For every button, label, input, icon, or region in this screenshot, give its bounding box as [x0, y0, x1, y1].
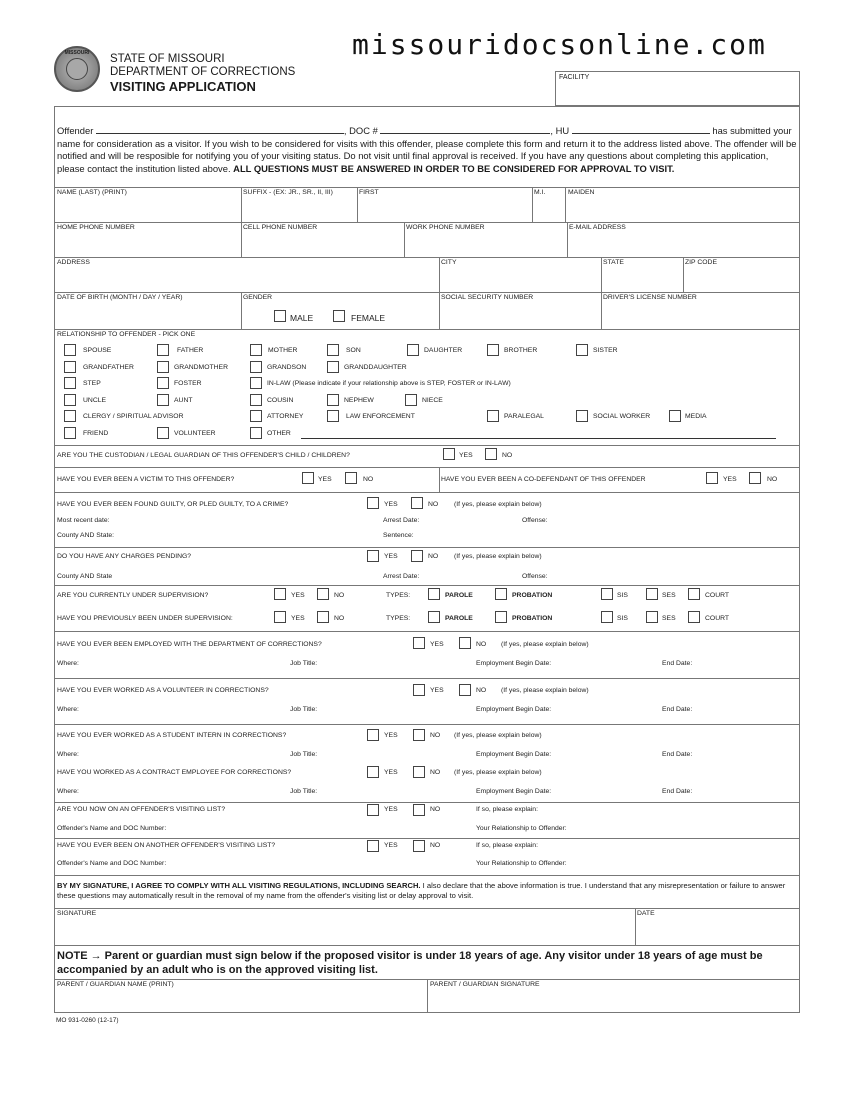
- name-last-label: NAME (LAST) (PRINT): [57, 189, 127, 196]
- contract-yes-label: YES: [384, 769, 398, 776]
- brother-label: BROTHER: [504, 347, 538, 354]
- guilty-explain: (If yes, please explain below): [454, 501, 542, 508]
- guilty-question: HAVE YOU EVER BEEN FOUND GUILTY, OR PLED GUILTY, TO A CRIME?: [57, 501, 289, 508]
- under-sup-court-checkbox[interactable]: [688, 588, 700, 600]
- foster-label: FOSTER: [174, 380, 202, 387]
- date-label: DATE: [637, 910, 655, 917]
- pending-offense-label: Offense:: [522, 573, 548, 580]
- inlaw-label: IN-LAW (Please indicate if your relationship above is STEP, FOSTER or IN-LAW): [267, 380, 511, 387]
- grandmother-label: GRANDMOTHER: [174, 364, 228, 371]
- prev-sup-yes-checkbox[interactable]: [274, 611, 286, 623]
- home-phone-label: HOME PHONE NUMBER: [57, 224, 135, 231]
- granddaughter-checkbox[interactable]: [327, 361, 339, 373]
- another-list-yes-checkbox[interactable]: [367, 840, 379, 852]
- sister-checkbox[interactable]: [576, 344, 588, 356]
- codefendant-no-label: NO: [767, 476, 778, 483]
- intro-hu-label: , HU: [550, 125, 570, 136]
- grandmother-checkbox[interactable]: [157, 361, 169, 373]
- female-label: FEMALE: [351, 313, 386, 323]
- pending-no-label: NO: [428, 553, 439, 560]
- volunteer-yes-checkbox[interactable]: [413, 684, 425, 696]
- media-label: MEDIA: [685, 413, 707, 420]
- employed-question: HAVE YOU EVER BEEN EMPLOYED WITH THE DEPARTMENT OF CORRECTIONS?: [57, 641, 322, 648]
- spouse-label: SPOUSE: [83, 347, 112, 354]
- paralegal-label: PARALEGAL: [504, 413, 544, 420]
- mother-checkbox[interactable]: [250, 344, 262, 356]
- codefendant-no-checkbox[interactable]: [749, 472, 761, 484]
- hu-blank[interactable]: [572, 125, 710, 134]
- under-sup-parole-label: PAROLE: [445, 592, 473, 599]
- guilty-no-checkbox[interactable]: [411, 497, 423, 509]
- clergy-label: CLERGY / SPIRITUAL ADVISOR: [83, 413, 184, 420]
- other-label: OTHER: [267, 430, 291, 437]
- gender-label: GENDER: [243, 294, 273, 301]
- under-sup-court-label: COURT: [705, 592, 730, 599]
- grandfather-label: GRANDFATHER: [83, 364, 134, 371]
- custodian-question: ARE YOU THE CUSTODIAN / LEGAL GUARDIAN OF THIS OFFENDER'S CHILD / CHILDREN?: [57, 452, 350, 459]
- prev-sup-probation-label: PROBATION: [512, 615, 553, 622]
- father-checkbox[interactable]: [157, 344, 169, 356]
- signature-field[interactable]: [55, 908, 635, 945]
- victim-no-checkbox[interactable]: [345, 472, 357, 484]
- seal-text: MISSOURI: [64, 50, 90, 56]
- prev-sup-ses-checkbox[interactable]: [646, 611, 658, 623]
- nephew-label: NEPHEW: [344, 397, 374, 404]
- male-label: MALE: [290, 313, 314, 323]
- volunteer-job-title: Job Title:: [290, 706, 318, 713]
- state-label: STATE: [603, 259, 624, 266]
- employed-yes-label: YES: [430, 641, 444, 648]
- address-label: ADDRESS: [57, 259, 90, 266]
- prev-sup-ses-label: SES: [662, 615, 676, 622]
- declaration-bold: BY MY SIGNATURE, I AGREE TO COMPLY WITH ALL VISITING REGULATIONS, INCLUDING SEARCH.: [57, 881, 421, 890]
- intro-offender-label: Offender: [57, 125, 94, 136]
- visiting-list-if-so: If so, please explain:: [476, 806, 538, 813]
- guilty-yes-label: YES: [384, 501, 398, 508]
- contract-no-checkbox[interactable]: [413, 766, 425, 778]
- another-list-if-so: If so, please explain:: [476, 842, 538, 849]
- custodian-no-label: NO: [502, 452, 513, 459]
- employed-begin: Employment Begin Date:: [476, 660, 552, 667]
- employed-where: Where:: [57, 660, 79, 667]
- pending-arrest-label: Arrest Date:: [383, 573, 420, 580]
- aunt-checkbox[interactable]: [157, 394, 169, 406]
- law-enforcement-label: LAW ENFORCEMENT: [346, 413, 415, 420]
- uncle-checkbox[interactable]: [64, 394, 76, 406]
- son-label: SON: [346, 347, 361, 354]
- facility-field[interactable]: [555, 71, 800, 106]
- intern-no-label: NO: [430, 732, 441, 739]
- volunteer-explain: (If yes, please explain below): [501, 687, 589, 694]
- codefendant-yes-checkbox[interactable]: [706, 472, 718, 484]
- pending-yes-checkbox[interactable]: [367, 550, 379, 562]
- mi-label: M.I.: [534, 189, 546, 196]
- parent-name-field[interactable]: [55, 979, 427, 1013]
- relationship-label: RELATIONSHIP TO OFFENDER - PICK ONE: [57, 331, 196, 338]
- volunteer-yes-label: YES: [430, 687, 444, 694]
- site-watermark: missouridocsonline.com: [352, 28, 767, 61]
- daughter-label: DAUGHTER: [424, 347, 463, 354]
- sister-label: SISTER: [593, 347, 618, 354]
- granddaughter-label: GRANDDAUGHTER: [344, 364, 407, 371]
- prev-sup-probation-checkbox[interactable]: [495, 611, 507, 623]
- under-sup-parole-checkbox[interactable]: [428, 588, 440, 600]
- visiting-list-yes-checkbox[interactable]: [367, 804, 379, 816]
- another-list-no-checkbox[interactable]: [413, 840, 425, 852]
- clergy-checkbox[interactable]: [64, 410, 76, 422]
- under-sup-yes-checkbox[interactable]: [274, 588, 286, 600]
- custodian-no-checkbox[interactable]: [485, 448, 497, 460]
- pending-explain: (If yes, please explain below): [454, 553, 542, 560]
- under-sup-ses-label: SES: [662, 592, 676, 599]
- parent-signature-field[interactable]: [428, 979, 799, 1013]
- seal-inner: [66, 58, 88, 80]
- niece-checkbox[interactable]: [405, 394, 417, 406]
- female-checkbox[interactable]: [333, 310, 345, 322]
- intern-job-title: Job Title:: [290, 751, 318, 758]
- grandson-label: GRANDSON: [267, 364, 307, 371]
- mother-label: MOTHER: [268, 347, 298, 354]
- other-checkbox[interactable]: [250, 427, 262, 439]
- doc-number-blank[interactable]: [380, 125, 550, 134]
- visiting-list-offender-name: Offender's Name and DOC Number:: [57, 825, 167, 832]
- volunteer-question: HAVE YOU EVER WORKED AS A VOLUNTEER IN CORRECTIONS?: [57, 687, 269, 694]
- daughter-checkbox[interactable]: [407, 344, 419, 356]
- zip-label: ZIP CODE: [685, 259, 717, 266]
- aunt-label: AUNT: [174, 397, 193, 404]
- male-checkbox[interactable]: [274, 310, 286, 322]
- prev-sup-court-label: COURT: [705, 615, 730, 622]
- friend-checkbox[interactable]: [64, 427, 76, 439]
- attorney-label: ATTORNEY: [267, 413, 304, 420]
- form-number: MO 931-0260 (12-17): [56, 1017, 119, 1024]
- prev-sup-yes-label: YES: [291, 615, 305, 622]
- another-list-relationship: Your Relationship to Offender:: [476, 860, 567, 867]
- suffix-label: SUFFIX - (EX: JR., SR., II, III): [243, 189, 333, 196]
- spouse-checkbox[interactable]: [64, 344, 76, 356]
- grandson-checkbox[interactable]: [250, 361, 262, 373]
- intro-doc-label: , DOC #: [343, 125, 378, 136]
- victim-no-label: NO: [363, 476, 374, 483]
- contract-no-label: NO: [430, 769, 441, 776]
- inlaw-checkbox[interactable]: [250, 377, 262, 389]
- other-blank[interactable]: [301, 438, 776, 439]
- application-form: [54, 106, 800, 1013]
- victim-question: HAVE YOU EVER BEEN A VICTIM TO THIS OFFENDER?: [57, 476, 235, 483]
- first-name-label: FIRST: [359, 189, 379, 196]
- offense-label: Offense:: [522, 517, 548, 524]
- parent-name-label: PARENT / GUARDIAN NAME (PRINT): [57, 981, 174, 988]
- visiting-list-relationship: Your Relationship to Offender:: [476, 825, 567, 832]
- intern-no-checkbox[interactable]: [413, 729, 425, 741]
- header-department: DEPARTMENT OF CORRECTIONS: [110, 66, 296, 78]
- prev-supervision-question: HAVE YOU PREVIOUSLY BEEN UNDER SUPERVISION:: [57, 615, 233, 622]
- declaration-rest: I also declare that the above information is true. I understand that any misrepresentation or failure to answer these questions may automatically result in the removal of my name from the offender's visiting list or delay approval to visit.: [57, 881, 786, 900]
- victim-yes-label: YES: [318, 476, 332, 483]
- under-sup-no-label: NO: [334, 592, 345, 599]
- under-sup-probation-checkbox[interactable]: [495, 588, 507, 600]
- intro-bold-text: ALL QUESTIONS MUST BE ANSWERED IN ORDER TO BE CONSIDERED FOR APPROVAL TO VISIT.: [233, 162, 675, 174]
- contract-end: End Date:: [662, 788, 693, 795]
- parent-note: NOTE → Parent or guardian must sign below if the proposed visitor is under 18 years of age. Any visitor under 18 years of age must be accompanied by an adult who is on the approved visiting list.: [57, 950, 763, 976]
- signature-declaration: [57, 881, 795, 901]
- employed-no-checkbox[interactable]: [459, 637, 471, 649]
- cousin-checkbox[interactable]: [250, 394, 262, 406]
- state-seal-icon: [54, 46, 100, 92]
- intro-body-text: your name for consideration as a visitor. If you wish to be considered for visits with this offender, please complete this form and return it to the address listed above. The offender will be notified and will be resposible for notifying you of your visiting status. Do not visit until final approval is received. If you have any questions about completing this application, please contact the institution listed above.: [57, 125, 797, 174]
- under-sup-no-checkbox[interactable]: [317, 588, 329, 600]
- volunteer-no-label: NO: [476, 687, 487, 694]
- social-worker-checkbox[interactable]: [576, 410, 588, 422]
- prev-sup-parole-checkbox[interactable]: [428, 611, 440, 623]
- social-worker-label: SOCIAL WORKER: [593, 413, 651, 420]
- facility-label: FACILITY: [559, 74, 590, 81]
- parent-signature-label: PARENT / GUARDIAN SIGNATURE: [430, 981, 540, 988]
- visiting-list-yes-label: YES: [384, 806, 398, 813]
- email-label: E-MAIL ADDRESS: [569, 224, 626, 231]
- under-sup-probation-label: PROBATION: [512, 592, 553, 599]
- foster-checkbox[interactable]: [157, 377, 169, 389]
- page-title: VISITING APPLICATION: [110, 79, 256, 94]
- employed-no-label: NO: [476, 641, 487, 648]
- codefendant-question: HAVE YOU EVER BEEN A CO-DEFENDANT OF THIS OFFENDER: [441, 476, 646, 483]
- step-checkbox[interactable]: [64, 377, 76, 389]
- city-label: CITY: [441, 259, 457, 266]
- intern-question: HAVE YOU EVER WORKED AS A STUDENT INTERN IN CORRECTIONS?: [57, 732, 287, 739]
- dob-label: DATE OF BIRTH (MONTH / DAY / YEAR): [57, 294, 183, 301]
- uncle-label: UNCLE: [83, 397, 107, 404]
- visiting-list-no-label: NO: [430, 806, 441, 813]
- intern-where: Where:: [57, 751, 79, 758]
- law-enforcement-checkbox[interactable]: [327, 410, 339, 422]
- offender-name-blank[interactable]: [96, 125, 344, 134]
- another-list-offender-name: Offender's Name and DOC Number:: [57, 860, 167, 867]
- intro-paragraph: [57, 125, 797, 175]
- visiting-list-question: ARE YOU NOW ON AN OFFENDER'S VISITING LIST?: [57, 806, 226, 813]
- arrest-date-label: Arrest Date:: [383, 517, 420, 524]
- signature-label: SIGNATURE: [57, 910, 97, 917]
- attorney-checkbox[interactable]: [250, 410, 262, 422]
- cell-phone-label: CELL PHONE NUMBER: [243, 224, 318, 231]
- pending-question: DO YOU HAVE ANY CHARGES PENDING?: [57, 553, 192, 560]
- prev-sup-sis-checkbox[interactable]: [601, 611, 613, 623]
- prev-sup-no-checkbox[interactable]: [317, 611, 329, 623]
- contract-begin: Employment Begin Date:: [476, 788, 552, 795]
- intro-submitted-text: has submitted: [712, 125, 771, 136]
- drivers-license-label: DRIVER'S LICENSE NUMBER: [603, 294, 697, 301]
- most-recent-label: Most recent date:: [57, 517, 110, 524]
- volunteer-checkbox[interactable]: [157, 427, 169, 439]
- date-field[interactable]: [636, 908, 799, 945]
- prev-sup-no-label: NO: [334, 615, 345, 622]
- media-checkbox[interactable]: [669, 410, 681, 422]
- county-state-label: County AND State:: [57, 532, 115, 539]
- header-state: STATE OF MISSOURI: [110, 53, 225, 65]
- cousin-label: COUSIN: [267, 397, 294, 404]
- prev-sup-court-checkbox[interactable]: [688, 611, 700, 623]
- volunteer-label: VOLUNTEER: [174, 430, 216, 437]
- another-list-question: HAVE YOU EVER BEEN ON ANOTHER OFFENDER'S VISITING LIST?: [57, 842, 276, 849]
- employed-yes-checkbox[interactable]: [413, 637, 425, 649]
- pending-county-label: County AND State: [57, 573, 113, 580]
- prev-sup-types: TYPES:: [386, 615, 411, 622]
- intern-explain: (If yes, please explain below): [454, 732, 542, 739]
- nephew-checkbox[interactable]: [327, 394, 339, 406]
- grandfather-checkbox[interactable]: [64, 361, 76, 373]
- under-sup-yes-label: YES: [291, 592, 305, 599]
- contract-where: Where:: [57, 788, 79, 795]
- maiden-label: MAIDEN: [568, 189, 595, 196]
- visiting-list-no-checkbox[interactable]: [413, 804, 425, 816]
- another-list-yes-label: YES: [384, 842, 398, 849]
- son-checkbox[interactable]: [327, 344, 339, 356]
- under-sup-sis-checkbox[interactable]: [601, 588, 613, 600]
- intern-end: End Date:: [662, 751, 693, 758]
- employed-end: End Date:: [662, 660, 693, 667]
- under-sup-types: TYPES:: [386, 592, 411, 599]
- under-sup-sis-label: SIS: [617, 592, 628, 599]
- victim-yes-checkbox[interactable]: [302, 472, 314, 484]
- paralegal-checkbox[interactable]: [487, 410, 499, 422]
- another-list-no-label: NO: [430, 842, 441, 849]
- pending-yes-label: YES: [384, 553, 398, 560]
- step-label: STEP: [83, 380, 101, 387]
- intern-begin: Employment Begin Date:: [476, 751, 552, 758]
- father-label: FATHER: [177, 347, 204, 354]
- custodian-yes-checkbox[interactable]: [443, 448, 455, 460]
- prev-sup-parole-label: PAROLE: [445, 615, 473, 622]
- pending-no-checkbox[interactable]: [411, 550, 423, 562]
- guilty-no-label: NO: [428, 501, 439, 508]
- under-sup-ses-checkbox[interactable]: [646, 588, 658, 600]
- employed-explain: (If yes, please explain below): [501, 641, 589, 648]
- contract-question: HAVE YOU WORKED AS A CONTRACT EMPLOYEE FOR CORRECTIONS?: [57, 769, 292, 776]
- guilty-yes-checkbox[interactable]: [367, 497, 379, 509]
- custodian-yes-label: YES: [459, 452, 473, 459]
- contract-job-title: Job Title:: [290, 788, 318, 795]
- prev-sup-sis-label: SIS: [617, 615, 628, 622]
- volunteer-where: Where:: [57, 706, 79, 713]
- volunteer-begin: Employment Begin Date:: [476, 706, 552, 713]
- codefendant-yes-label: YES: [723, 476, 737, 483]
- work-phone-label: WORK PHONE NUMBER: [406, 224, 485, 231]
- employed-job-title: Job Title:: [290, 660, 318, 667]
- under-supervision-question: ARE YOU CURRENTLY UNDER SUPERVISION?: [57, 592, 209, 599]
- volunteer-no-checkbox[interactable]: [459, 684, 471, 696]
- ssn-label: SOCIAL SECURITY NUMBER: [441, 294, 534, 301]
- intern-yes-label: YES: [384, 732, 398, 739]
- volunteer-end: End Date:: [662, 706, 693, 713]
- sentence-label: Sentence:: [383, 532, 414, 539]
- contract-explain: (If yes, please explain below): [454, 769, 542, 776]
- brother-checkbox[interactable]: [487, 344, 499, 356]
- intern-yes-checkbox[interactable]: [367, 729, 379, 741]
- friend-label: FRIEND: [83, 430, 109, 437]
- contract-yes-checkbox[interactable]: [367, 766, 379, 778]
- niece-label: NIECE: [422, 397, 443, 404]
